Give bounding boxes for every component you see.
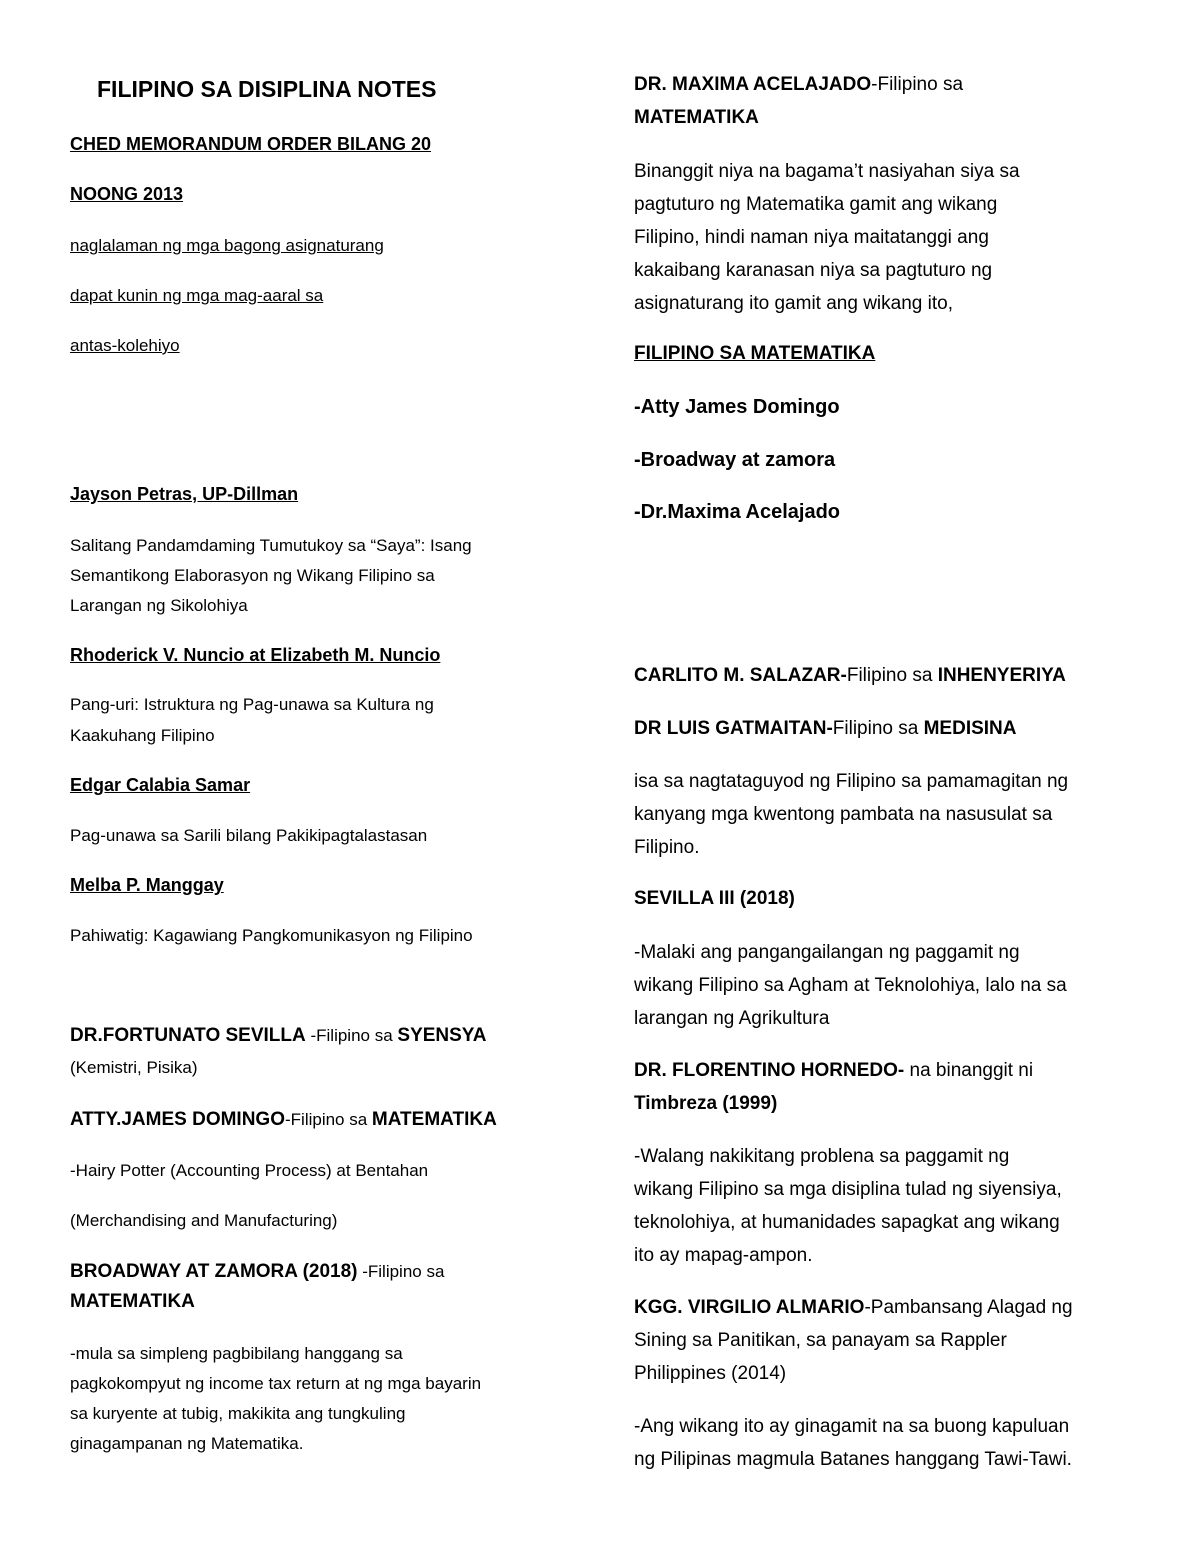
virgilio-desc-line3: -Ang wikang ito ay ginagamit na sa buong kapuluan [634, 1416, 1070, 1437]
broadway-entry: BROADWAY AT ZAMORA (2018) -Filipino sa [70, 1261, 445, 1282]
maxima-desc-line1: Binanggit niya na bagama’t nasiyahan siya sa [634, 161, 1020, 182]
broadway-name: BROADWAY AT ZAMORA (2018) [70, 1261, 358, 1282]
author-jayson: Jayson Petras, UP-Dillman [70, 484, 299, 504]
broadway-desc-line3: sa kuryente at tubig, makikita ang tungkuling [70, 1404, 406, 1423]
luis-entry: DR LUIS GATMAITAN-Filipino sa MEDISINA [634, 718, 1017, 739]
florentino-desc-line2: wikang Filipino sa mga disiplina tulad ng siyensiya, [634, 1179, 1062, 1200]
virgilio-desc-line4: ng Pilipinas magmula Batanes hanggang Tawi-Tawi. [634, 1449, 1072, 1470]
jayson-work-line1: Salitang Pandamdaming Tumutukoy sa “Saya”: Isang [70, 536, 472, 555]
florentino-desc-line3: teknolohiya, at humanidades sapagkat ang wikang [634, 1212, 1060, 1233]
luis-desc-line1: isa sa nagtataguyod ng Filipino sa pamamagitan ng [634, 771, 1069, 792]
fortunato-sub: (Kemistri, Pisika) [70, 1058, 198, 1077]
atty-field: MATEMATIKA [371, 1109, 497, 1130]
ched-heading-line1: CHED MEMORANDUM ORDER BILANG 20 [70, 134, 432, 154]
ched-heading-line2: NOONG 2013 [70, 184, 184, 204]
sevilla-desc-line2: wikang Filipino sa Agham at Teknolohiya, lalo na sa [634, 975, 1067, 996]
luis-field: MEDISINA [923, 718, 1017, 739]
atty-desc-line2: (Merchandising and Manufacturing) [70, 1211, 338, 1230]
maxima-desc-line5: asignaturang ito gamit ang wikang ito, [634, 293, 953, 314]
broadway-desc-line4: ginagampanan ng Matematika. [70, 1434, 304, 1453]
maxima-name: DR. MAXIMA ACELAJADO [634, 74, 872, 95]
author-melba: Melba P. Manggay [70, 875, 224, 895]
fsm-item-2: -Broadway at zamora [634, 449, 836, 471]
sevilla-desc-line1: -Malaki ang pangangailangan ng paggamit ng [634, 942, 1020, 963]
maxima-desc-line3: Filipino, hindi naman niya maitatanggi ang [634, 227, 989, 248]
atty-desc-line1: -Hairy Potter (Accounting Process) at Bentahan [70, 1161, 429, 1180]
ched-desc-line3: antas-kolehiyo [70, 336, 180, 355]
ched-desc-line1: naglalaman ng mga bagong asignaturang [70, 236, 384, 255]
jayson-work-line2: Semantikong Elaborasyon ng Wikang Filipino sa [70, 566, 435, 585]
carlito-entry: CARLITO M. SALAZAR-Filipino sa INHENYERIYA [634, 665, 1066, 686]
florentino-name-line2: Timbreza (1999) [634, 1093, 778, 1114]
luis-name: DR LUIS GATMAITAN- [634, 718, 833, 739]
carlito-name: CARLITO M. SALAZAR- [634, 665, 847, 686]
fsm-item-1: -Atty James Domingo [634, 396, 840, 418]
virgilio-entry: KGG. VIRGILIO ALMARIO-Pambansang Alagad ng [634, 1297, 1073, 1318]
fortunato-name: DR.FORTUNATO SEVILLA [70, 1025, 306, 1046]
virgilio-name: KGG. VIRGILIO ALMARIO [634, 1297, 865, 1318]
filipino-sa-matematika-heading: FILIPINO SA MATEMATIKA [634, 343, 876, 364]
florentino-entry: DR. FLORENTINO HORNEDO- na binanggit ni [634, 1060, 1034, 1081]
fsm-item-3: -Dr.Maxima Acelajado [634, 501, 841, 523]
carlito-field: INHENYERIYA [937, 665, 1066, 686]
florentino-desc-line4: ito ay mapag-ampon. [634, 1245, 813, 1266]
broadway-field: MATEMATIKA [70, 1291, 195, 1312]
sevilla-desc-line3: larangan ng Agrikultura [634, 1008, 830, 1029]
luis-desc-line3: Filipino. [634, 837, 700, 858]
virgilio-desc-line1: Sining sa Panitikan, sa panayam sa Rappler [634, 1330, 1007, 1351]
melba-work-line1: Pahiwatig: Kagawiang Pangkomunikasyon ng Filipino [70, 926, 473, 945]
edgar-work-line1: Pag-unawa sa Sarili bilang Pakikipagtalastasan [70, 826, 428, 845]
author-edgar: Edgar Calabia Samar [70, 775, 251, 795]
broadway-desc-line2: pagkokompyut ng income tax return at ng mga bayarin [70, 1374, 482, 1393]
maxima-entry: DR. MAXIMA ACELAJADO-Filipino sa [634, 74, 964, 95]
rhoderick-work-line2: Kaakuhang Filipino [70, 726, 215, 745]
rhoderick-work-line1: Pang-uri: Istruktura ng Pag-unawa sa Kultura ng [70, 695, 434, 714]
florentino-name: DR. FLORENTINO HORNEDO- [634, 1060, 905, 1081]
virgilio-desc-line2: Philippines (2014) [634, 1363, 787, 1384]
atty-entry: ATTY.JAMES DOMINGO-Filipino sa MATEMATIKA [70, 1109, 497, 1130]
florentino-desc-line1: -Walang nakikitang problena sa paggamit ng [634, 1146, 1010, 1167]
maxima-desc-line4: kakaibang karanasan niya sa pagtuturo ng [634, 260, 993, 281]
fortunato-field: SYENSYA [397, 1025, 487, 1046]
atty-name: ATTY.JAMES DOMINGO [70, 1109, 285, 1130]
broadway-desc-line1: -mula sa simpleng pagbibilang hanggang sa [70, 1344, 403, 1363]
luis-desc-line2: kanyang mga kwentong pambata na nasusulat sa [634, 804, 1053, 825]
ched-desc-line2: dapat kunin ng mga mag-aaral sa [70, 286, 324, 305]
fortunato-entry: DR.FORTUNATO SEVILLA -Filipino sa SYENSYA [70, 1025, 487, 1046]
maxima-field: MATEMATIKA [634, 107, 759, 128]
jayson-work-line3: Larangan ng Sikolohiya [70, 596, 248, 615]
sevilla-name: SEVILLA III (2018) [634, 888, 795, 909]
maxima-desc-line2: pagtuturo ng Matematika gamit ang wikang [634, 194, 998, 215]
page-title: FILIPINO SA DISIPLINA NOTES [97, 76, 437, 102]
author-rhoderick: Rhoderick V. Nuncio at Elizabeth M. Nuncio [70, 645, 441, 665]
